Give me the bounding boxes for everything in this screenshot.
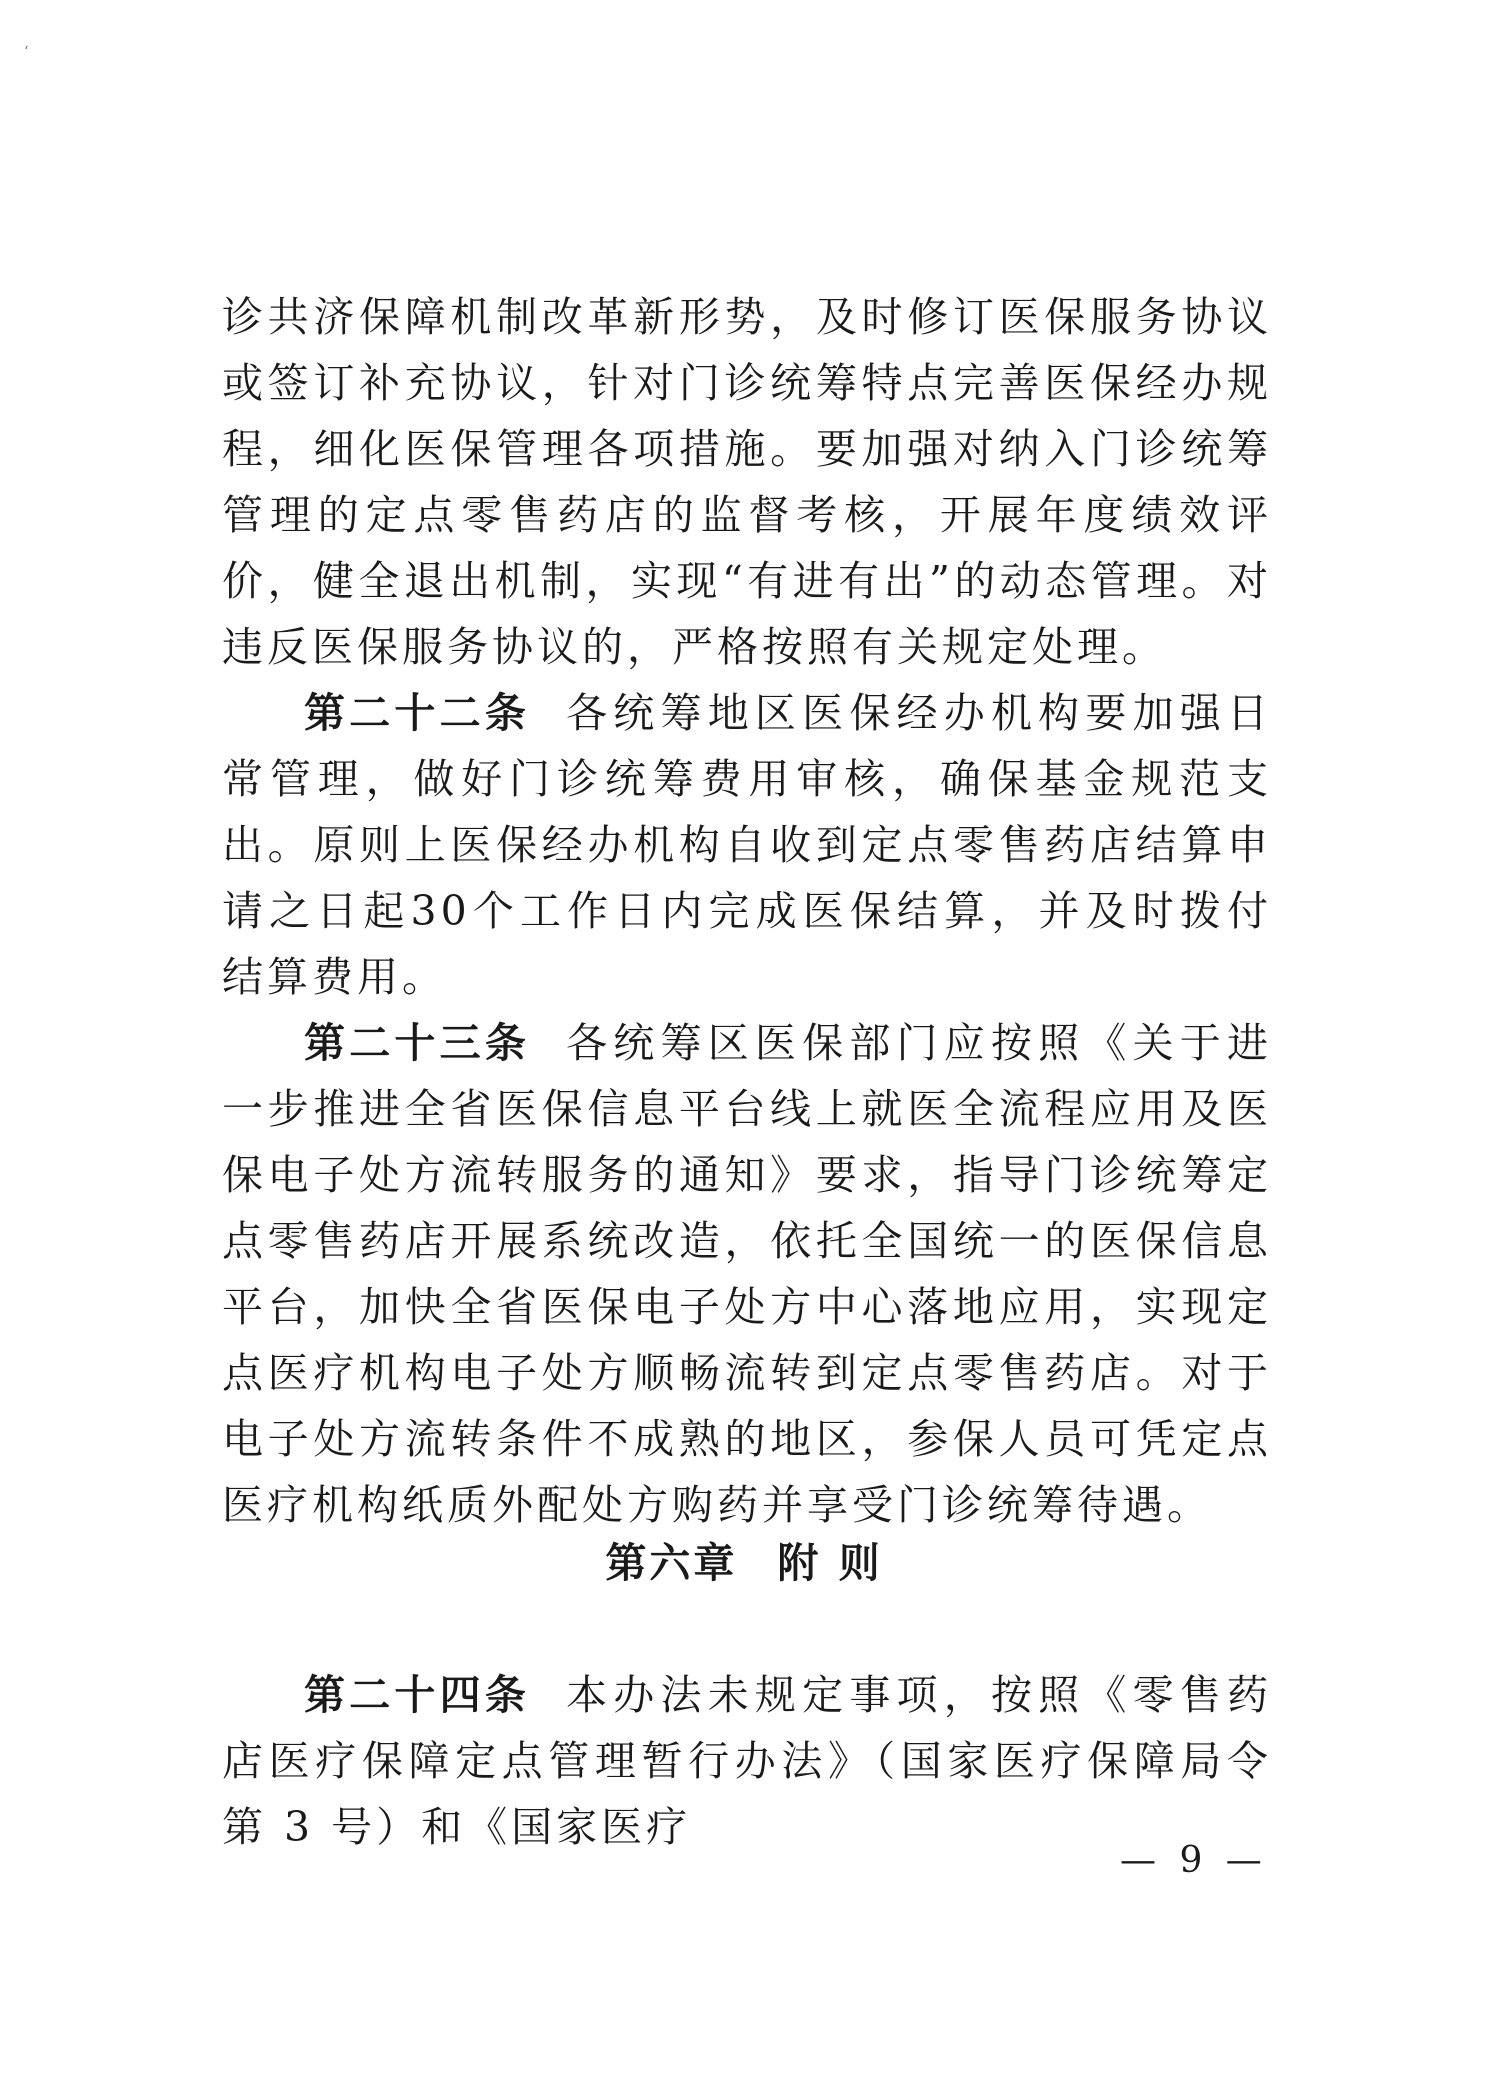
page-number: — 9 — — [1120, 1840, 1268, 1881]
article-24-heading: 第二十四条 — [304, 1671, 531, 1719]
article-24 — [222, 1662, 1272, 1860]
paragraph-intro: 诊共济保障机制改革新形势，及时修订医保服务协议或签订补充协议，针对门诊统筹特点完善医保经办规程，细化医保管理各项措施。要加强对纳入门诊统筹管理的定点零售药店的监督考核，开展年度绩效评价，健全退出机制，实现“有进有出”的动态管理。对违反医保服务协议的，严格按照有关规定处理。 — [222, 293, 1272, 671]
chapter-name: 附 则 — [777, 1539, 883, 1587]
article-22 — [222, 680, 1272, 1010]
scan-mark: ‘ — [24, 44, 29, 60]
chapter-number: 第六章 — [605, 1539, 738, 1587]
article-24-body: 本办法未规定事项，按照《零售药店医疗保障定点管理暂行办法》（国家医疗保障局令第 3 号）和《国家医疗 — [222, 1671, 1273, 1851]
article-22-body: 各统筹地区医保经办机构要加强日常管理，做好门诊统筹费用审核，确保基金规范支出。原则上医保经办机构自收到定点零售药店结算申请之日起30个工作日内完成医保结算，并及时拨付结算费用。 — [222, 689, 1273, 1001]
article-23-body: 各统筹区医保部门应按照《关于进一步推进全省医保信息平台线上就医全流程应用及医保电子处方流转服务的通知》要求，指导门诊统筹定点零售药店开展系统改造，依托全国统一的医保信息平台，加快全省医保电子处方中心落地应用，实现定点医疗机构电子处方顺畅流转到定点零售药店。对于电子处方流转条件不成熟的地区，参保人员可凭定点医疗机构纸质外配处方购药并享受门诊统筹待遇。 — [222, 1019, 1273, 1529]
article-23-heading: 第二十三条 — [304, 1019, 531, 1067]
article-22-heading: 第二十二条 — [304, 689, 531, 737]
text-block-upper — [222, 284, 1272, 1538]
chapter-heading — [0, 1530, 1488, 1589]
text-block-lower — [222, 1662, 1272, 1860]
article-23 — [222, 1010, 1272, 1538]
